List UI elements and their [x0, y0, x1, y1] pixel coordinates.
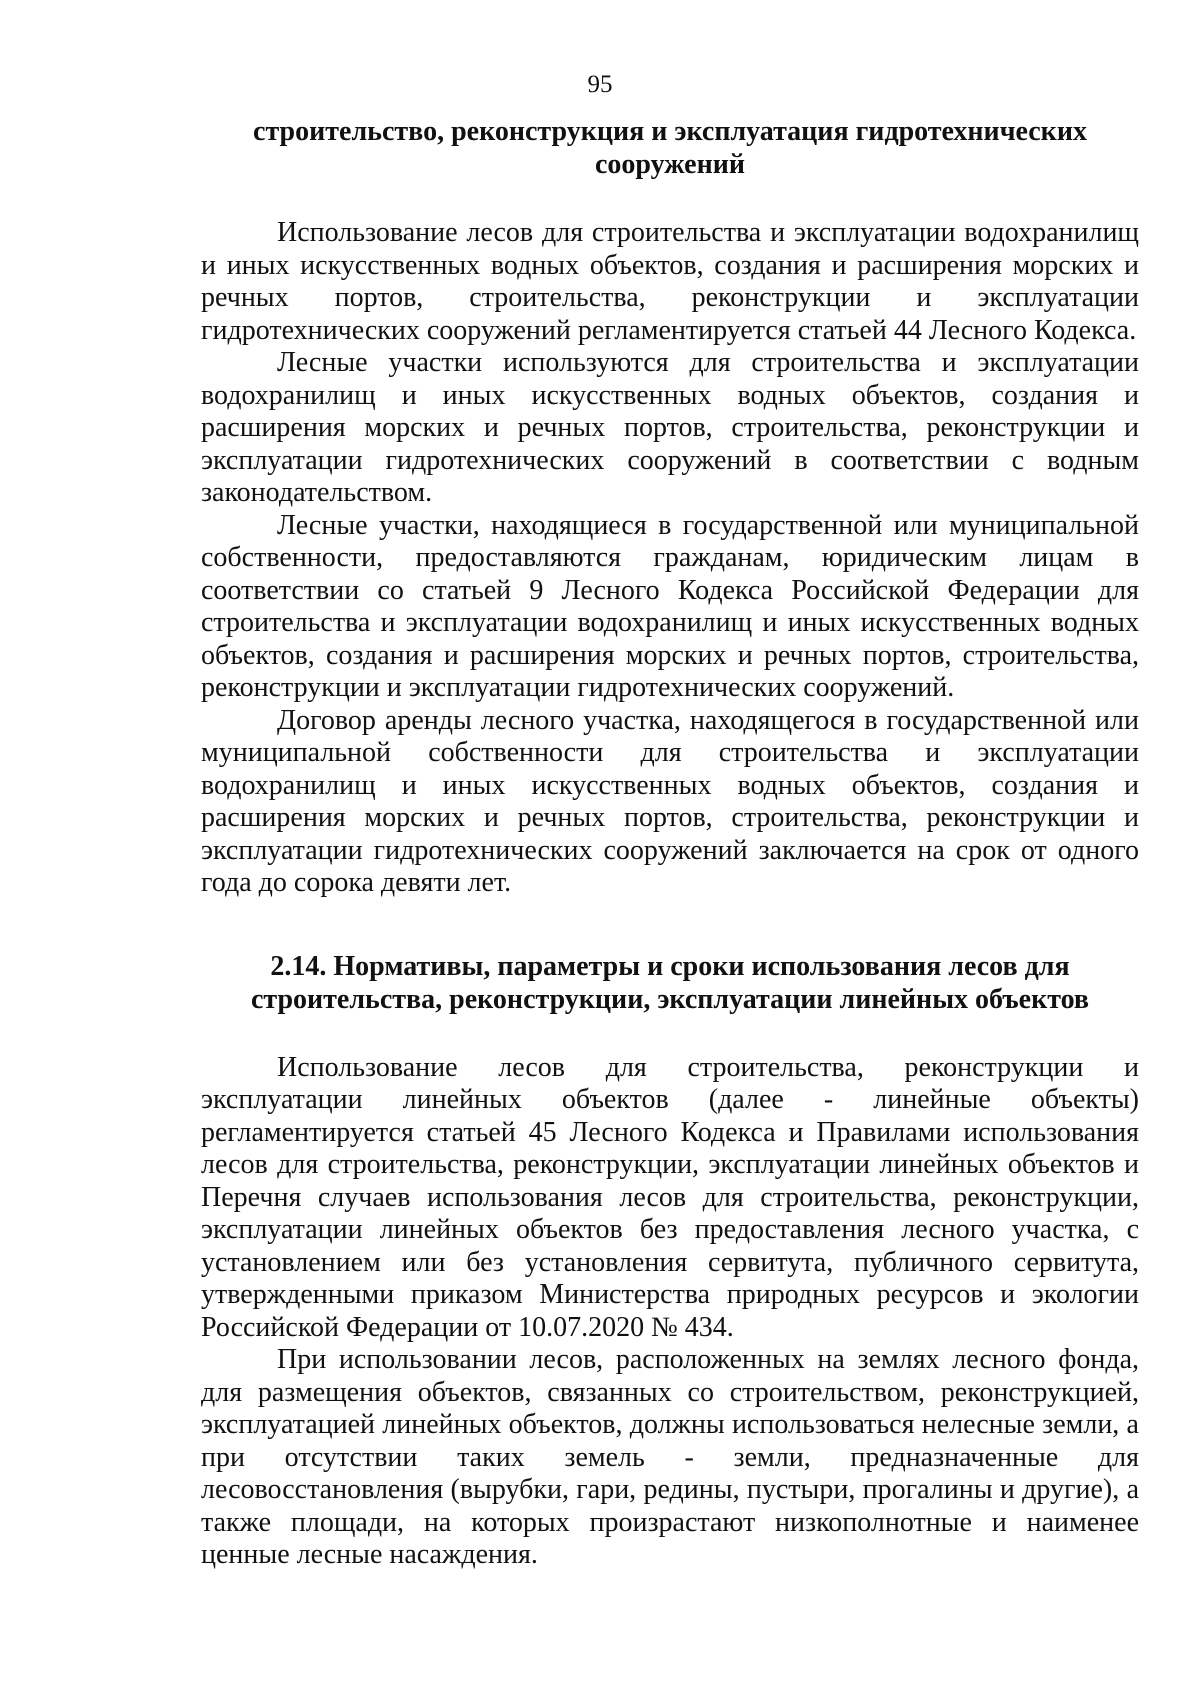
page-number: 95 — [587, 71, 613, 98]
paragraph: Договор аренды лесного участка, находящегося в государственной или муниципальной собственности для строительства и эксплуатации водохранилищ и иных искусственных водных объектов, создания и расширения морских и речных портов, строительства, реконструкции и эксплуатации гидротехнических сооружений заключается на срок от одного года до сорока девяти лет. — [201, 704, 1139, 898]
heading-line: 2.14. Нормативы, параметры и сроки использования лесов для — [270, 950, 1070, 982]
paragraph: Лесные участки, находящиеся в государственной или муниципальной собственности, предоставляются гражданам, юридическим лицам в соответствии со статьей 9 Лесного Кодекса Российской Федерации для строительства и эксплуатации водохранилищ и иных искусственных водных объектов, создания и расширения морских и речных портов, строительства, реконструкции и эксплуатации гидротехнических сооружений. — [201, 509, 1139, 703]
paragraph: Использование лесов для строительства, реконструкции и эксплуатации линейных объектов (далее - линейные объекты) регламентируется статьей 45 Лесного Кодекса и Правилами использования лесов для строительства, реконструкции, эксплуатации линейных объектов и Перечня случаев использования лесов для строительства, реконструкции, эксплуатации линейных объектов без предоставления лесного участка, с установлением или без установления сервитута, публичного сервитута, утвержденными приказом Министерства природных ресурсов и экологии Российской Федерации от 10.07.2020 № 434. — [201, 1051, 1139, 1343]
heading-line: строительство, реконструкция и эксплуатация гидротехнических — [253, 116, 1087, 147]
paragraph: При использовании лесов, расположенных на землях лесного фонда, для размещения объектов, связанных со строительством, реконструкцией, эксплуатацией линейных объектов, должны использоваться нелесные земли, а при отсутствии таких земель - земли, предназначенные для лесовосстановления (вырубки, гари, редины, пустыри, прогалины и другие), а также площади, на которых произрастают низкополнотные и наименее ценные лесные насаждения. — [201, 1344, 1139, 1570]
paragraph: Использование лесов для строительства и эксплуатации водохранилищ и иных искусственных водных объектов, создания и расширения морских и речных портов, строительства, реконструкции и эксплуатации гидротехнических сооружений регламентируется статьей 44 Лесного Кодекса. — [201, 217, 1139, 346]
section-heading-2-14 — [201, 950, 1139, 1016]
document-content — [201, 115, 1139, 1572]
heading-line: сооружений — [594, 149, 746, 180]
paragraph: Лесные участки используются для строительства и эксплуатации водохранилищ и иных искусственных водных объектов, создания и расширения морских и речных портов, строительства, реконструкции и эксплуатации гидротехнических сооружений в соответствии с водным законодательством. — [201, 347, 1139, 508]
section-heading-hydrotechnical — [201, 115, 1139, 181]
heading-line: строительства, реконструкции, эксплуатации линейных объектов — [250, 983, 1090, 1015]
